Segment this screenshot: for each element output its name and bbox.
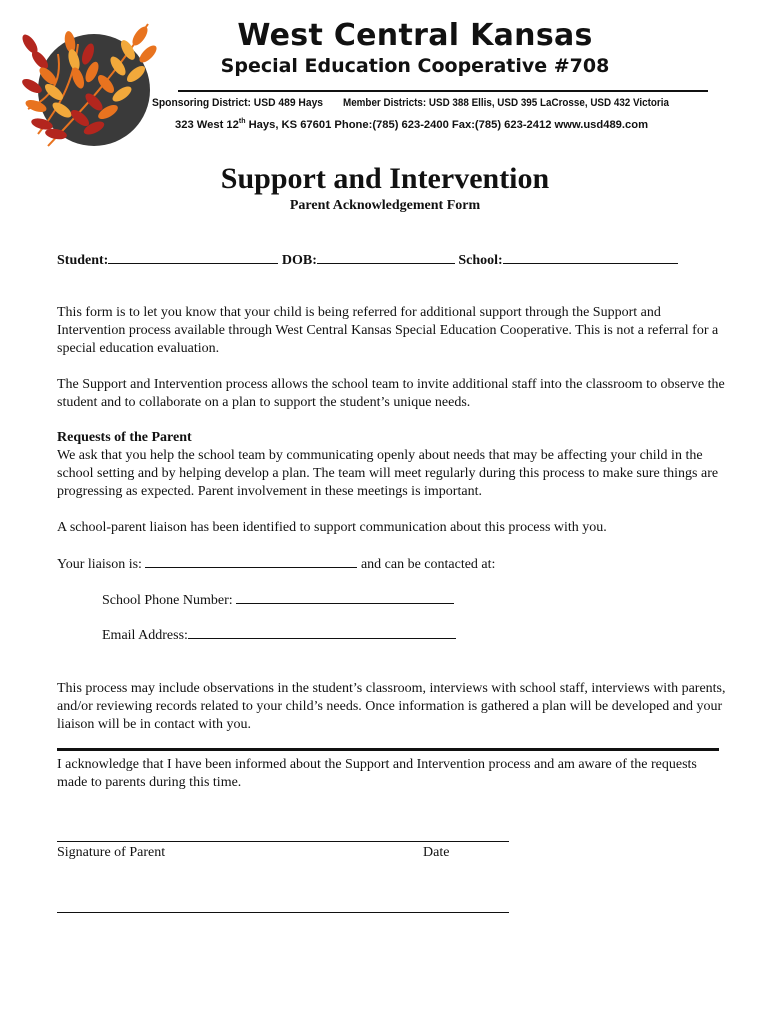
form-subtitle: Parent Acknowledgement Form [289,198,481,213]
liaison-field[interactable] [145,555,357,568]
student-info-line [57,251,678,269]
second-signature-field[interactable] [57,912,509,913]
sponsoring-district: Sponsoring District: USD 489 Hays [152,97,324,109]
liaison-paragraph: A school-parent liaison has been identified to support communication about this process with you. [57,520,607,535]
email-label: Email Address: [102,628,188,643]
member-districts: Member Districts: USD 388 Ellis, USD 395 LaCrosse, USD 432 Victoria [343,97,669,109]
header-divider [178,90,708,92]
acknowledgement-text: I acknowledge that I have been informed about the Support and Intervention process and am aware of the requests made to parents during this time. [57,757,697,790]
acknowledgement-divider [57,748,719,751]
org-subtitle: Special Education Cooperative #708 [220,55,610,77]
date-label: Date [423,845,450,860]
contact-address [175,118,648,131]
address-suffix: th [238,118,246,125]
email-line [102,626,456,644]
school-label: School: [458,253,503,268]
student-label: Student: [57,253,109,268]
phone-label: School Phone Number: [102,593,237,608]
org-title: West Central Kansas [237,18,593,53]
parent-signature-field[interactable] [57,841,509,842]
requests-paragraph: We ask that you help the school team by communicating openly about needs that may be affecting your child in the school setting and by helping develop a plan. The team will meet regularly during this process to make sure things are progressing as expected. Parent involvement in these meetings is important. [57,448,719,499]
dob-label: DOB: [281,253,317,268]
liaison-suffix: and can be contacted at: [357,557,496,572]
phone-field[interactable] [236,591,454,604]
liaison-line [57,555,495,573]
parent-signature-label: Signature of Parent [57,845,166,860]
phone-line [102,591,454,609]
form-title: Support and Intervention [220,162,550,195]
liaison-prefix: Your liaison is: [57,557,146,572]
dob-field[interactable] [317,251,455,264]
wheat-logo [18,14,166,156]
school-field[interactable] [503,251,678,264]
email-field[interactable] [188,626,456,639]
address-number: 323 West 12 [175,119,239,131]
requests-heading: Requests of the Parent [57,430,192,445]
intro-paragraph: This form is to let you know that your child is being referred for additional support through the Support and Intervention process available through West Central Kansas Special Education Cooperative. This is not a referral for a special education evaluation. [57,305,719,356]
process-details-paragraph: This process may include observations in the student’s classroom, interviews with school staff, interviews with parents, and/or reviewing records related to your child’s needs. Once information is gathered a plan will be developed and your liaison will be in contact with you. [57,681,726,732]
address-rest: Hays, KS 67601 Phone:(785) 623-2400 Fax:(785) 623-2412 www.usd489.com [245,119,649,131]
student-field[interactable] [108,251,278,264]
process-paragraph: The Support and Intervention process allows the school team to invite additional staff into the classroom to observe the student and to collaborate on a plan to support the student’s unique needs. [57,377,725,410]
